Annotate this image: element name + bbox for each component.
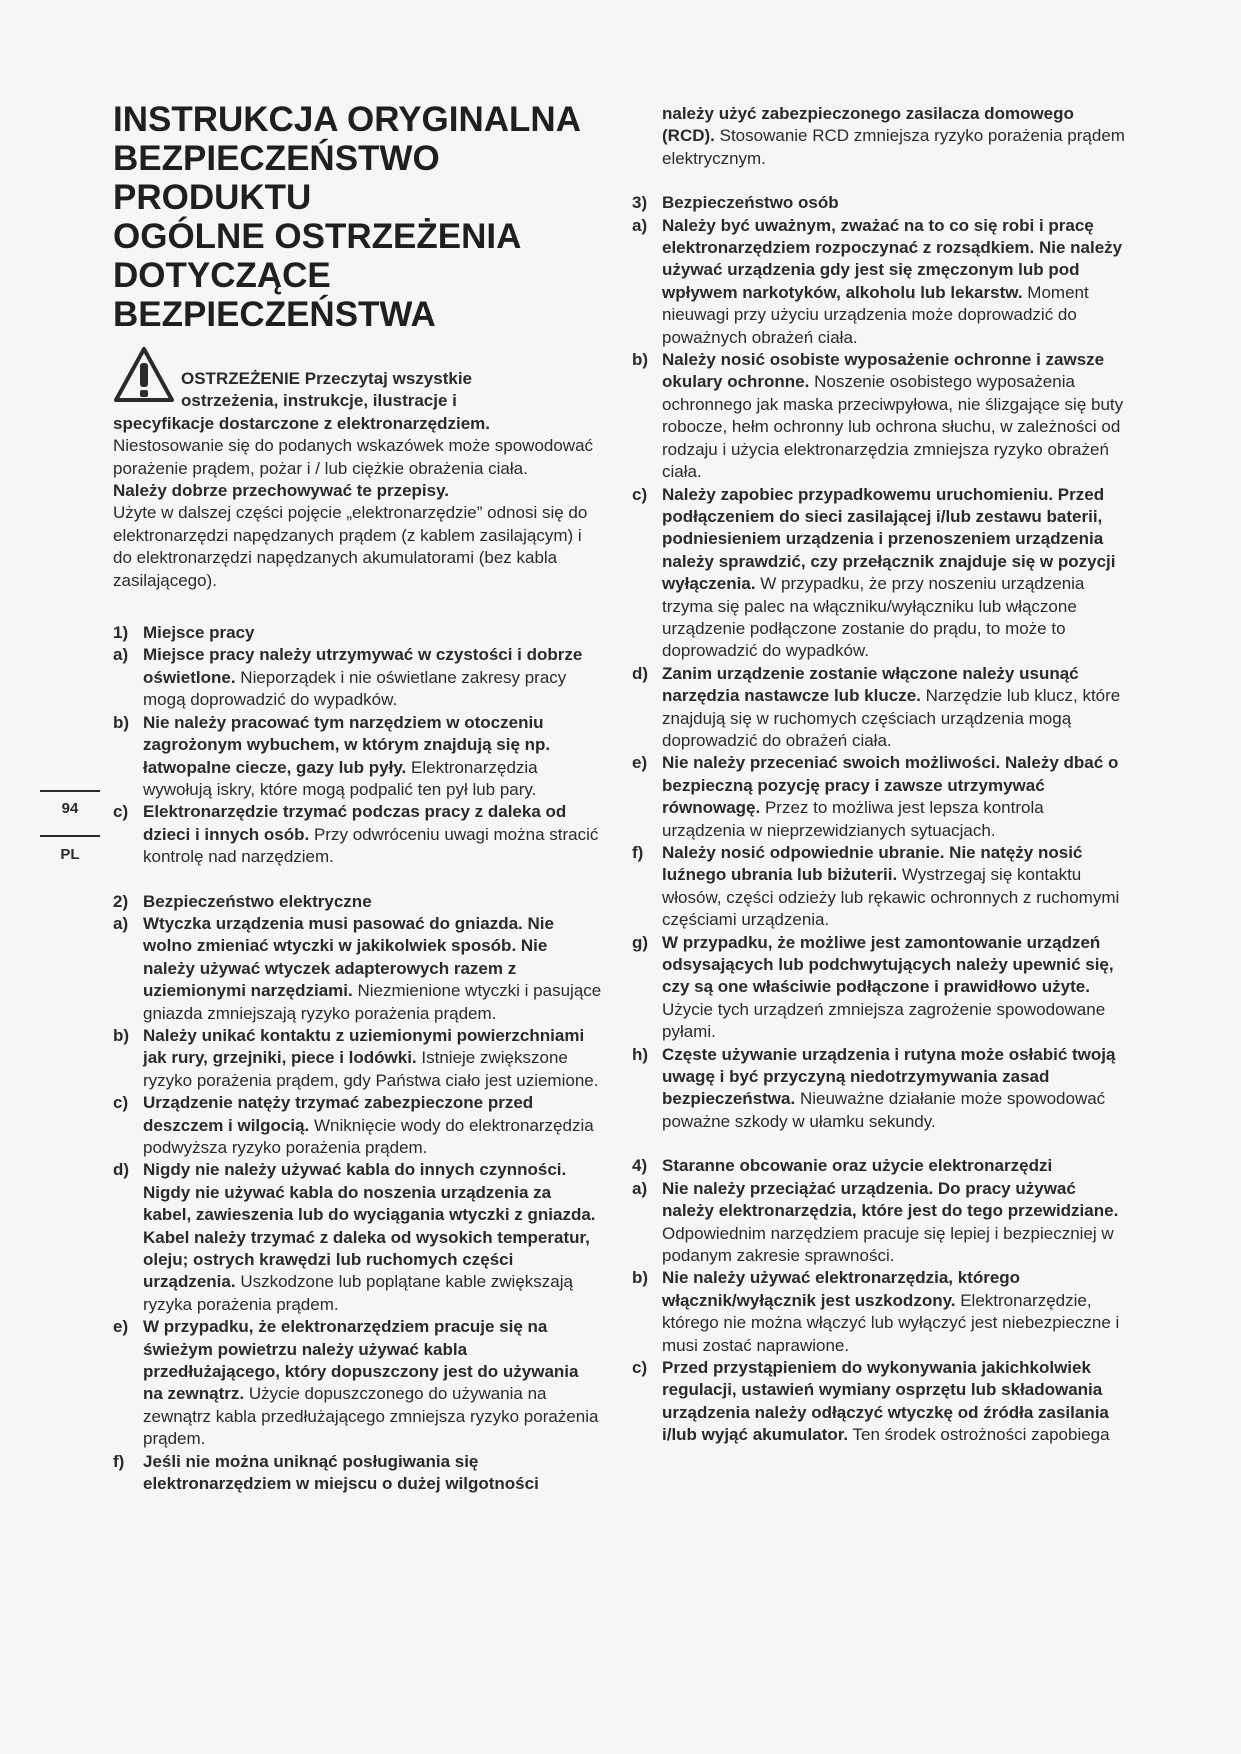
item-label: c) bbox=[632, 484, 648, 504]
item-bold-text: W przypadku, że elektronarzędziem pracuje się na świeżym powietrzu należy używać kabla przedłużającego, który dopuszczony jest do używania na zewnątrz. bbox=[143, 1317, 579, 1404]
item-text: Moment nieuwagi przy użyciu urządzenia może doprowadzić do poważnych obrażeń ciała. bbox=[662, 282, 1089, 347]
item-bold-text: Wtyczka urządzenia musi pasować do gniazda. Nie wolno zmieniać wtyczki w jakikolwiek sposób. Nie należy używać wtyczek adapterowych razem z uziemionymi narzędziami. bbox=[143, 913, 554, 1001]
list-item bbox=[113, 801, 603, 868]
continued-item: należy użyć zabezpieczonego zasilacza domowego (RCD). Stosowanie RCD zmniejsza ryzyko porażenia prądem elektrycznym. bbox=[662, 104, 1125, 168]
item-label: d) bbox=[632, 663, 649, 683]
warning-body: Niestosowanie się do podanych wskazówek może spowodować porażenie prądem, pożar i / lub ciężkie obrażenia ciała. bbox=[113, 436, 594, 478]
list-item bbox=[632, 1267, 1130, 1357]
item-text: Nieuważne działanie może spowodować poważne szkody w ułamku sekundy. bbox=[662, 1089, 1106, 1131]
item-label: c) bbox=[113, 802, 129, 822]
item-label: g) bbox=[632, 932, 649, 952]
item-text: Narzędzie lub klucz, które znajdują się w ruchomych częściach urządzenia mogą doprowadzić do obrażeń ciała. bbox=[662, 686, 1121, 750]
item-text: Przez to możliwa jest lepsza kontrola urządzenia w nieprzewidzianych sytuacjach. bbox=[662, 798, 1044, 840]
item-bold-text: Nie należy przeceniać swoich możliwości. Należy dbać o bezpieczną pozycję pracy i zawsze utrzymywać równowagę. bbox=[662, 753, 1119, 818]
item-label: e) bbox=[632, 753, 648, 773]
title-line: INSTRUKCJA ORYGINALNA bbox=[113, 100, 581, 139]
section-heading: 2) Bezpieczeństwo elektryczne bbox=[113, 891, 372, 911]
list-item bbox=[632, 1357, 1130, 1447]
section-heading: 3) Bezpieczeństwo osób bbox=[632, 193, 839, 213]
item-text: Użycie dopuszczonego do używania na zewnątrz kabla przedłużającego zmniejsza ryzyko porażenia prądem. bbox=[143, 1384, 599, 1449]
warning-text: OSTRZEŻENIE Przeczytaj wszystkie bbox=[181, 369, 472, 388]
title-line: PRODUKTU bbox=[113, 178, 312, 217]
warning-text: specyfikacje dostarczone z elektronarzędziem. bbox=[113, 413, 490, 433]
list-item bbox=[113, 1159, 603, 1316]
section-heading: 4) Staranne obcowanie oraz użycie elektronarzędzi bbox=[632, 1156, 1053, 1176]
title-line: OGÓLNE OSTRZEŻENIA bbox=[113, 217, 522, 256]
list-item bbox=[113, 1025, 603, 1092]
item-text: Elektronarzędzia wywołują iskry, które mogą podpalić ten pył lub pary. bbox=[143, 757, 538, 799]
item-bold-text: Miejsce pracy należy utrzymywać w czystości i dobrze oświetlone. bbox=[143, 645, 583, 687]
item-bold-text: Częste używanie urządzenia i rutyna może osłabić twoją uwagę i być przyczyną niedotrzymywania zasad bezpieczeństwa. bbox=[662, 1044, 1116, 1109]
item-bold-text: Nie należy przeciążać urządzenia. Do pracy używać należy elektronarzędzia, które jest do tego przewidziane. bbox=[662, 1178, 1119, 1221]
item-text: Użycie tych urządzeń zmniejsza zagrożenie spowodowane pyłami. bbox=[662, 999, 1106, 1042]
item-label: f) bbox=[632, 843, 644, 862]
definition-text: Użyte w dalszej części pojęcie „elektronarzędzie” odnosi się do elektronarzędzi napędzanych prądem (z kablem zasilającym) i do elektronarzędzi napędzanych akumulatorami (bez kabla zasilającego). bbox=[113, 503, 588, 590]
item-bold-text: Przed przystąpieniem do wykonywania jakichkolwiek regulacji, ustawień wymiany osprzętu lub składowania urządzenia należy odłączyć wtyczkę od źródła zasilania i/lub wyjąć akumulator. bbox=[662, 1357, 1109, 1445]
item-label: f) bbox=[113, 1451, 125, 1471]
item-label: b) bbox=[113, 712, 130, 732]
item-text: Ten środek ostrożności zapobiega bbox=[848, 1425, 1110, 1445]
item-bold-text: Należy zapobiec przypadkowemu uruchomieniu. Przed podłączeniem do sieci zasilającej i/lub zestawu baterii, podniesieniem urządzenia i przenoszeniem urządzenia należy sprawdzić, czy przełącznik znajduje się w pozycji wyłączenia. bbox=[662, 484, 1116, 594]
warning-block bbox=[113, 368, 603, 592]
list-item bbox=[113, 1451, 603, 1496]
list-item bbox=[632, 752, 1130, 842]
item-bold-text: Należy nosić osobiste wyposażenie ochronne i zawsze okulary ochronne. bbox=[662, 350, 1105, 392]
page-number: 94 bbox=[61, 800, 79, 817]
item-bold-text: Elektronarzędzie trzymać podczas pracy z daleka od dzieci i innych osób. bbox=[143, 802, 567, 844]
page-title bbox=[113, 100, 613, 334]
list-item bbox=[632, 215, 1130, 349]
title-line: BEZPIECZEŃSTWA bbox=[113, 295, 436, 334]
item-label: a) bbox=[632, 1178, 648, 1198]
item-bold-text: Zanim urządzenie zostanie włączone należy usunąć narzędzia nastawcze lub klucze. bbox=[662, 663, 1079, 706]
keep-instructions: Należy dobrze przechowywać te przepisy. bbox=[113, 481, 450, 501]
side-rule bbox=[40, 835, 100, 837]
list-item bbox=[632, 932, 1130, 1044]
item-bold-text: Należy unikać kontaktu z uziemionymi powierzchniami jak rury, grzejniki, piece i lodówki. bbox=[143, 1025, 585, 1068]
item-bold-text: Należy być uważnym, zważać na to co się robi i pracę elektronarzędziem rozpoczynać z rozsądkiem. Nie należy używać urządzenia gdy jest się zmęczonym lub pod wpływem narkotyków, alkoholu lub lekarstw. bbox=[662, 215, 1123, 302]
item-label: d) bbox=[113, 1160, 130, 1180]
list-item bbox=[113, 1092, 603, 1159]
list-item bbox=[632, 484, 1130, 663]
list-item bbox=[632, 1178, 1130, 1268]
item-bold-text: W przypadku, że możliwe jest zamontowanie urządzeń odsysających lub podchwytujących należy upewnić się, czy są one właściwie podłączone i prawidłowo użyte. bbox=[662, 932, 1114, 997]
list-item bbox=[113, 712, 603, 802]
language-code: PL bbox=[60, 846, 80, 863]
warning-triangle-icon bbox=[113, 346, 175, 404]
item-label: a) bbox=[632, 215, 648, 235]
item-text: Wniknięcie wody do elektronarzędzia podwyższa ryzyko porażenia prądem. bbox=[143, 1115, 594, 1157]
left-column bbox=[113, 368, 603, 1496]
item-text: Elektronarzędzie, którego nie można włączyć lub wyłączyć jest niebezpieczne i musi zostać naprawione. bbox=[662, 1290, 1120, 1355]
warning-text: ostrzeżenia, instrukcje, ilustracje i bbox=[181, 391, 457, 411]
title-line: DOTYCZĄCE bbox=[113, 256, 331, 295]
item-text: Nieporządek i nie oświetlane zakresy pracy mogą doprowadzić do wypadków. bbox=[143, 667, 567, 710]
title-line: BEZPIECZEŃSTWO bbox=[113, 139, 440, 178]
item-label: b) bbox=[113, 1025, 130, 1045]
item-label: c) bbox=[113, 1093, 129, 1113]
list-item bbox=[632, 663, 1130, 753]
side-rule bbox=[40, 790, 100, 792]
item-text: W przypadku, że przy noszeniu urządzenia trzyma się palec na włączniku/wyłączniku lub włączone urządzenie podłączone zostanie do prądu, to może to doprowadzić do wypadków. bbox=[662, 574, 1085, 661]
item-text: Noszenie osobistego wyposażenia ochronnego jak maska przeciwpyłowa, nie ślizgające się buty robocze, hełm ochronny lub ochrona słuchu, w zależności od rodzaju i użycia elektronarzędzia zmniejsza ryzyko obrażeń ciała. bbox=[662, 372, 1124, 482]
list-item bbox=[113, 644, 603, 711]
list-item bbox=[113, 913, 603, 1025]
item-text: Odpowiednim narzędziem pracuje się lepiej i bezpieczniej w podanym zakresie sprawności. bbox=[662, 1223, 1114, 1265]
list-item bbox=[632, 1044, 1130, 1134]
item-text: Wystrzegaj się kontaktu włosów, części odzieży lub rękawic ochronnych z ruchomymi częściami urządzenia. bbox=[662, 865, 1120, 930]
list-item bbox=[632, 349, 1130, 483]
item-label: b) bbox=[632, 1268, 649, 1288]
item-text: Przy odwróceniu uwagi można stracić kontrolę nad narzędziem. bbox=[143, 824, 599, 867]
item-label: a) bbox=[113, 645, 129, 665]
item-bold-text: Należy nosić odpowiednie ubranie. Nie natęży nosić luźnego ubrania lub biżuterii. bbox=[662, 843, 1083, 885]
section-heading: 1) Miejsce pracy bbox=[113, 623, 255, 643]
item-bold-text: Nie należy pracować tym narzędziem w otoczeniu zagrożonym wybuchem, w którym znajdują się np. łatwopalne ciecze, gazy lub pyły. bbox=[143, 712, 551, 777]
item-bold-text: Jeśli nie można uniknąć posługiwania się elektronarzędziem w miejscu o dużej wilgotności bbox=[143, 1451, 539, 1494]
list-item bbox=[632, 842, 1130, 932]
item-text: Niezmienione wtyczki i pasujące gniazda zmniejszają ryzyko porażenia prądem. bbox=[143, 981, 602, 1023]
item-label: a) bbox=[113, 913, 129, 933]
item-bold-text: Nie należy używać elektronarzędzia, którego włącznik/wyłącznik jest uszkodzony. bbox=[662, 1268, 1021, 1310]
item-bold-text: Urządzenie natęży trzymać zabezpieczone przed deszczem i wilgocią. bbox=[143, 1093, 534, 1135]
item-bold-text: Nigdy nie należy używać kabla do innych czynności. Nigdy nie używać kabla do noszenia urządzenia za kabel, zawieszenia lub do wyciągania wtyczki z gniazda. Kabel należy trzymać z daleka od wysokich temperatur, oleju; ostrych krawędzi lub ruchomych części urządzenia. bbox=[143, 1160, 596, 1292]
item-label: b) bbox=[632, 350, 649, 370]
item-text: Istnieje zwiększone ryzyko porażenia prądem, gdy Państwa ciało jest uziemione. bbox=[143, 1048, 599, 1090]
right-column bbox=[632, 103, 1130, 1447]
list-item bbox=[113, 1316, 603, 1450]
item-label: e) bbox=[113, 1317, 129, 1337]
item-label: c) bbox=[632, 1357, 648, 1377]
item-text: Uszkodzone lub poplątane kable zwiększają ryzyka porażenia prądem. bbox=[143, 1272, 573, 1314]
item-label: h) bbox=[632, 1044, 649, 1064]
